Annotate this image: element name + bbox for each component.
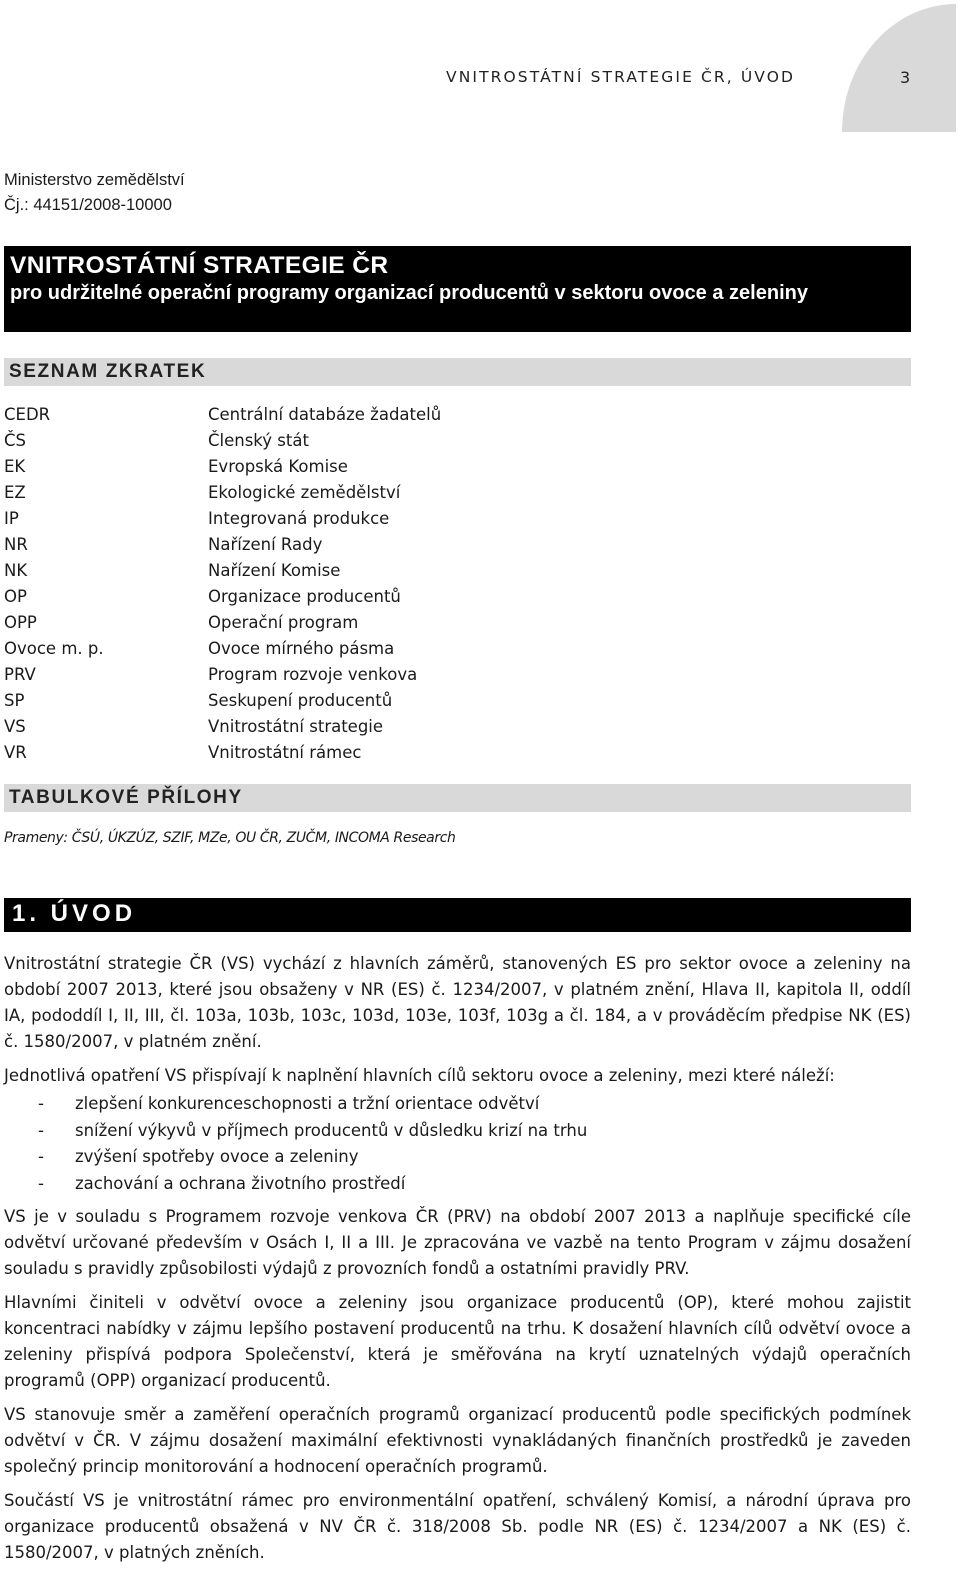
- page-corner-tab: [842, 4, 956, 132]
- abbreviation-code: VR: [4, 743, 27, 762]
- abbreviation-meaning: Nařízení Komise: [208, 561, 341, 580]
- paragraph: VS je v souladu s Programem rozvoje venkova ČR (PRV) na období 2007 2013 a naplňuje specifické cíle odvětví určované především v Osách I, II a III. Je zpracována ve vazbě na tento Program v zájmu dosažení souladu s pravidly způsobilosti výdajů z provozních fondů a ostatními pravidly PRV.: [4, 1207, 911, 1278]
- document-subtitle: pro udržitelné operační programy organizací producentů v sektoru ovoce a zeleniny: [10, 282, 808, 304]
- list-item-text: zvýšení spotřeby ovoce a zeleniny: [75, 1147, 359, 1166]
- abbreviation-row: [4, 636, 604, 662]
- bullet-marker: -: [38, 1173, 44, 1193]
- list-item-text: zachování a ochrana životního prostředí: [75, 1173, 406, 1193]
- ministry-block: [4, 168, 185, 218]
- abbreviation-code: OP: [4, 587, 27, 606]
- intro-body: [4, 951, 911, 1574]
- abbreviation-meaning: Integrovaná produkce: [208, 509, 390, 528]
- abbreviation-meaning: Vnitrostátní rámec: [208, 743, 362, 762]
- abbreviation-row: [4, 402, 604, 428]
- sources-note: Prameny: ČSÚ, ÚKZÚZ, SZIF, MZe, OU ČR, ZUČM, INCOMA Research: [4, 830, 456, 846]
- abbreviation-row: [4, 506, 604, 532]
- abbreviation-row: [4, 532, 604, 558]
- appendix-heading: TABULKOVÉ PŘÍLOHY: [4, 784, 911, 812]
- abbreviation-meaning: Ekologické zemědělství: [208, 483, 401, 502]
- abbreviation-row: [4, 610, 604, 636]
- running-header: VNITROSTÁTNÍ STRATEGIE ČR, ÚVOD: [446, 68, 796, 86]
- abbreviation-code: EZ: [4, 483, 26, 502]
- bullet-marker: -: [38, 1094, 44, 1113]
- abbreviation-meaning: Centrální databáze žadatelů: [208, 405, 442, 424]
- paragraph: Součástí VS je vnitrostátní rámec pro environmentální opatření, schválený Komisí, a národní úprava pro organizace producentů obsažená v NV ČR č. 318/2008 Sb. podle NR (ES) č. 1234/2007 a NK (ES) č. 1580/2007, v platných zněních.: [4, 1491, 911, 1562]
- abbreviation-code: NK: [4, 561, 28, 580]
- abbreviation-code: SP: [4, 691, 25, 710]
- abbreviation-row: [4, 740, 604, 766]
- goals-list: [4, 1091, 911, 1197]
- abbreviation-row: [4, 558, 604, 584]
- ministry-name: Ministerstvo zemědělství: [4, 171, 185, 189]
- document-title: VNITROSTÁTNÍ STRATEGIE ČR: [10, 252, 389, 279]
- abbreviation-row: [4, 480, 604, 506]
- list-item: [4, 1118, 911, 1145]
- bullet-marker: -: [38, 1120, 44, 1140]
- paragraph: Jednotlivá opatření VS přispívají k naplnění hlavních cílů sektoru ovoce a zeleniny, mezi které náleží:: [4, 1066, 835, 1085]
- abbreviation-row: [4, 688, 604, 714]
- abbreviation-row: [4, 454, 604, 480]
- paragraph: Vnitrostátní strategie ČR (VS) vychází z hlavních záměrů, stanovených ES pro sektor ovoce a zeleniny na období 2007 2013, které jsou obsaženy v NR (ES) č. 1234/2007, v platném znění, Hlava II, kapitola II, oddíl IA, pododdíl I, II, III, čl. 103a, 103b, 103c, 103d, 103e, 103f, 103g a čl. 184, a v prováděcím předpise NK (ES) č. 1580/2007, v platném znění.: [4, 954, 911, 1051]
- list-item-text: snížení výkyvů v příjmech producentů v důsledku krizí na trhu: [75, 1120, 588, 1140]
- abbreviation-meaning: Vnitrostátní strategie: [208, 717, 384, 736]
- abbreviation-code: PRV: [4, 665, 36, 684]
- abbreviation-code: EK: [4, 457, 26, 476]
- list-item-text: zlepšení konkurenceschopnosti a tržní orientace odvětví: [75, 1094, 540, 1113]
- abbreviation-code: Ovoce m. p.: [4, 639, 104, 658]
- abbreviation-meaning: Seskupení producentů: [208, 691, 393, 710]
- document-title-box: [4, 246, 911, 332]
- abbreviation-code: OPP: [4, 613, 37, 632]
- bullet-marker: -: [38, 1147, 44, 1166]
- intro-heading: 1. ÚVOD: [4, 898, 911, 932]
- abbreviation-row: [4, 714, 604, 740]
- paragraph: Hlavními činiteli v odvětví ovoce a zeleniny jsou organizace producentů (OP), které mohou zajistit koncentraci nabídky v zájmu lepšího postavení producentů na trhu. K dosažení hlavních cílů odvětví ovoce a zeleniny přispívá podpora Společenství, která je směřována na krytí uznatelných výdajů operačních programů (OPP) organizací producentů.: [4, 1293, 911, 1390]
- list-item: [4, 1144, 911, 1171]
- paragraph: VS stanovuje směr a zaměření operačních programů organizací producentů podle specifických podmínek odvětví v ČR. V zájmu dosažení maximální efektivnosti vynakládaných finančních prostředků je zaveden společný princip monitorování a hodnocení operačních programů.: [4, 1405, 911, 1476]
- abbreviation-meaning: Nařízení Rady: [208, 535, 323, 554]
- abbreviation-meaning: Operační program: [208, 613, 359, 632]
- abbreviation-meaning: Členský stát: [208, 431, 309, 450]
- abbreviation-row: [4, 662, 604, 688]
- abbreviation-code: CEDR: [4, 405, 51, 424]
- page-number: 3: [900, 68, 911, 87]
- abbreviations-heading: SEZNAM ZKRATEK: [4, 358, 911, 386]
- abbreviations-list: [4, 402, 604, 766]
- list-item: [4, 1171, 911, 1198]
- abbreviation-code: NR: [4, 535, 28, 554]
- abbreviation-code: IP: [4, 509, 19, 528]
- abbreviation-meaning: Evropská Komise: [208, 457, 348, 476]
- abbreviation-row: [4, 428, 604, 454]
- reference-number: Čj.: 44151/2008-10000: [4, 196, 172, 214]
- abbreviation-code: ČS: [4, 431, 26, 450]
- abbreviation-meaning: Program rozvoje venkova: [208, 665, 418, 684]
- list-item: [4, 1091, 911, 1118]
- abbreviation-row: [4, 584, 604, 610]
- abbreviation-code: VS: [4, 717, 26, 736]
- abbreviation-meaning: Ovoce mírného pásma: [208, 639, 395, 658]
- abbreviation-meaning: Organizace producentů: [208, 587, 401, 606]
